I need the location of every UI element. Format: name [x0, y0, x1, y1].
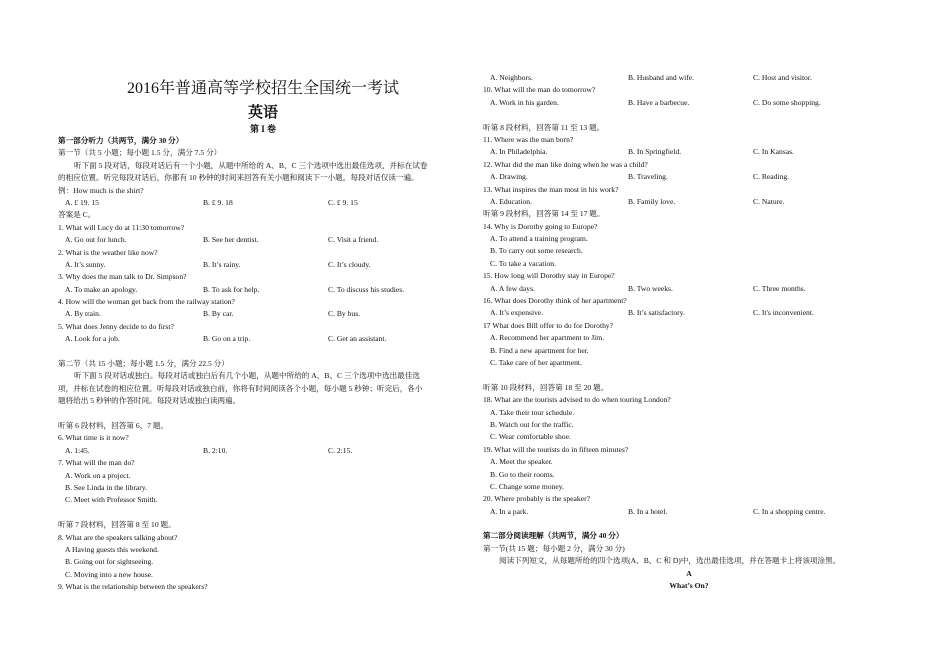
answer-options-row	[483, 307, 895, 319]
answer-option: A. Drawing.	[490, 172, 528, 182]
answer-option: A. Go out for lunch.	[65, 235, 127, 245]
text-line: 题将给出 5 秒钟的作答时间。每段对话或独白读两遍。	[58, 396, 241, 406]
answer-option: C. In a shopping centre.	[753, 506, 826, 516]
answer-options-row	[58, 234, 470, 246]
blank-line	[58, 408, 470, 420]
text-line: 10. What will the man do tomorrow?	[483, 85, 596, 95]
exam-title: 2016年普通高等学校招生全国统一考试	[126, 80, 399, 97]
answer-option: A. To attend a training program.	[490, 234, 588, 244]
answer-option: C. Take care of her apartment.	[490, 357, 582, 367]
answer-option: C. 2:15.	[328, 445, 353, 455]
answer-options-row	[483, 72, 895, 84]
text-line: 7. What will the man do?	[58, 458, 135, 468]
text-line: 14. Why is Dorothy going to Europe?	[483, 221, 598, 231]
answer-options-row	[58, 333, 470, 345]
answer-option: B. 2:10.	[203, 445, 228, 455]
blank-line	[483, 109, 895, 121]
answer-options-row	[58, 284, 470, 296]
answer-option: A. 1:45.	[65, 445, 90, 455]
answer-option: C. In Kansas.	[753, 147, 794, 157]
answer-option: C. Nature.	[753, 196, 785, 206]
answer-options-row	[58, 445, 470, 457]
text-line: 第二节（共 15 小题；每小题 1.5 分，满分 22.5 分）	[58, 359, 229, 369]
text-line: 9. What is the relationship between the speakers?	[58, 582, 208, 592]
answer-option: C. By bus.	[328, 309, 361, 319]
text-line: 2. What is the weather like now?	[58, 247, 158, 257]
text-line: 听第 8 段材料，回答第 11 至 13 题。	[483, 122, 605, 132]
answer-options-row	[483, 196, 895, 208]
passage-heading: What’s On?	[669, 581, 709, 591]
answer-option: B. In Springfield.	[628, 147, 682, 157]
answer-option: A. Work on a project.	[65, 470, 131, 480]
answer-option: C. Moving into a new house.	[65, 569, 153, 579]
answer-options-row	[483, 506, 895, 518]
volume-label: 第 I 卷	[249, 124, 276, 134]
answer-options-row	[483, 283, 895, 295]
instruction-text: 听下面 5 段对话或独白。每段对话或独白后有几个小题，从题中所给的 A、B、C 三个选项中选出最佳选	[74, 371, 420, 381]
answer-option: A. Recommend her apartment to Jim.	[490, 333, 605, 343]
text-line: 答案是 C。	[58, 210, 96, 220]
answer-option: C. Meet with Professor Smith.	[65, 495, 158, 505]
answer-option: A. It’s sunny.	[65, 259, 106, 269]
text-line: 第一节(共 15 题；每小题 2 分，满分 30 分)	[483, 543, 625, 553]
answer-option: B. See Linda in the library.	[65, 482, 147, 492]
answer-option: A. A few days.	[490, 283, 535, 293]
answer-option: B. By car.	[203, 309, 234, 319]
text-line: 1. What will Lucy do at 11:30 tomorrow?	[58, 222, 185, 232]
answer-option: A. By train.	[65, 309, 101, 319]
answer-options-row	[58, 259, 470, 271]
answer-option: B. Watch out for the traffic.	[490, 419, 574, 429]
text-line: 16. What does Dorothy think of her apartment?	[483, 296, 627, 306]
answer-option: A. In Philadelphia.	[490, 147, 548, 157]
answer-option: B. Going out for sightseeing.	[65, 557, 154, 567]
text-line: 17 What does Bill offer to do for Dorothy?	[483, 320, 614, 330]
answer-option: A. Education.	[490, 196, 532, 206]
left-column	[58, 135, 470, 593]
instruction-text: 阅读下列短文，从每题所给的四个选项(A、B、C 和 D)中，选出最佳选项，并在答题卡上将该项涂黑。	[499, 556, 841, 566]
answer-option: A. £ 19. 15	[65, 197, 99, 207]
answer-option: A. Take their tour schedule.	[490, 407, 575, 417]
text-line: 第一节（共 5 小题；每小题 1.5 分，满分 7.5 分）	[58, 148, 222, 158]
answer-option: B. £ 9. 18	[203, 197, 233, 207]
answer-option: B. Family love.	[628, 196, 676, 206]
answer-option: B. Have a barbecue.	[628, 97, 690, 107]
text-line: 听第 6 段材料，回答第 6、7 题。	[58, 420, 169, 430]
answer-option: C. To take a vacation.	[490, 258, 556, 268]
answer-option: C. £ 9. 15	[328, 197, 358, 207]
answer-option: A. Neighbors.	[490, 73, 533, 82]
answer-options-row	[58, 197, 470, 209]
answer-option: B. Traveling.	[628, 172, 668, 182]
answer-option: A. It’s expensive.	[490, 308, 544, 318]
blank-line	[58, 507, 470, 519]
text-line: 的相应位置。听完每段对话后，你都有 10 秒钟的时间来回答有关小题和阅读下一小题。每段对话仅读一遍。	[58, 173, 419, 183]
answer-option: B. See her dentist.	[203, 235, 259, 245]
right-column	[483, 72, 895, 592]
text-line: 6. What time is it now?	[58, 433, 129, 443]
text-line: 12. What did the man like doing when he was a child?	[483, 159, 648, 169]
section-heading: 第一部分听力（共两节，满分 30 分）	[58, 136, 184, 145]
answer-options-row	[483, 146, 895, 158]
answer-options-row	[483, 171, 895, 183]
text-line: 5. What does Jenny decide to do first?	[58, 321, 174, 331]
text-line: 听第 9 段材料，回答第 14 至 17 题。	[483, 209, 605, 219]
answer-option: A. Meet the speaker.	[490, 457, 553, 467]
subject-title: 英语	[247, 105, 278, 121]
answer-option: C. Host and visitor.	[753, 73, 812, 82]
text-line: 3. Why does the man talk to Dr. Simpson?	[58, 272, 187, 282]
answer-option: C. Do some shopping.	[753, 97, 821, 107]
text-line: 20. Where probably is the speaker?	[483, 494, 590, 504]
answer-option: B. Two weeks.	[628, 283, 673, 293]
answer-option: C. It's inconvenient.	[753, 308, 814, 318]
text-line: 听第 10 段材料，回答第 18 至 20 题。	[483, 382, 609, 392]
text-line: 15. How long will Dorothy stay in Europe?	[483, 271, 615, 281]
text-line: 11. Where was the man born?	[483, 134, 574, 144]
instruction-text: 听下面 5 段对话，每段对话后有一个小题，从题中所给的 A、B、C 三个选项中选出最佳选项，并标在试卷	[74, 160, 428, 170]
blank-line	[483, 369, 895, 381]
answer-option: C. Change some money.	[490, 481, 564, 491]
answer-options-row	[58, 308, 470, 320]
answer-option: C. To discuss his studies.	[328, 284, 405, 294]
text-line: 4. How will the woman get back from the railway station?	[58, 297, 235, 307]
blank-line	[58, 346, 470, 358]
answer-option: C. It’s cloudy.	[328, 259, 371, 269]
section-heading: 第二部分阅读理解（共两节，满分 40 分）	[483, 531, 624, 541]
text-line: 18. What are the tourists advised to do when touring London?	[483, 395, 671, 405]
answer-option: C. Visit a friend.	[328, 235, 379, 245]
answer-option: B. It’s rainy.	[203, 259, 241, 269]
text-line: 19. What will the tourists do in fifteen minutes?	[483, 444, 629, 454]
answer-option: B. To ask for help.	[203, 284, 260, 294]
answer-option: B. Husband and wife.	[628, 73, 695, 82]
answer-option: C. Reading.	[753, 172, 790, 182]
answer-option: A Having guests this weekend.	[65, 544, 159, 554]
text-line: 13. What inspires the man most in his work?	[483, 184, 619, 194]
answer-option: B. In a hotel.	[628, 506, 668, 516]
text-line: 8. What are the speakers talking about?	[58, 532, 178, 542]
answer-option: A. Work in his garden.	[490, 97, 559, 107]
answer-option: C. Get an assistant.	[328, 334, 387, 344]
answer-option: C. Wear comfortable shoe.	[490, 432, 571, 442]
answer-option: B. Go to their rooms.	[490, 469, 555, 479]
passage-heading: A	[686, 568, 692, 578]
answer-option: B. Find a new apartment for her.	[490, 345, 589, 355]
answer-option: A. In a park.	[490, 506, 529, 516]
answer-option: B. Go on a trip.	[203, 334, 251, 344]
answer-options-row	[483, 97, 895, 109]
text-line: 例：How much is the shirt?	[58, 185, 144, 195]
answer-option: C. Three months.	[753, 283, 806, 293]
answer-option: A. Look for a job.	[65, 334, 120, 344]
answer-option: A. To make an apology.	[65, 284, 138, 294]
text-line: 听第 7 段材料，回答第 8 至 10 题。	[58, 520, 176, 530]
text-line: 项，并标在试卷的相应位置。听每段对话或独白前，你将有时间阅读各个小题，每小题 5 秒钟；听完后，各小	[58, 383, 423, 393]
answer-option: B. It’s satisfactory.	[628, 308, 685, 318]
answer-option: B. To carry out some research.	[490, 246, 583, 256]
blank-line	[483, 518, 895, 530]
